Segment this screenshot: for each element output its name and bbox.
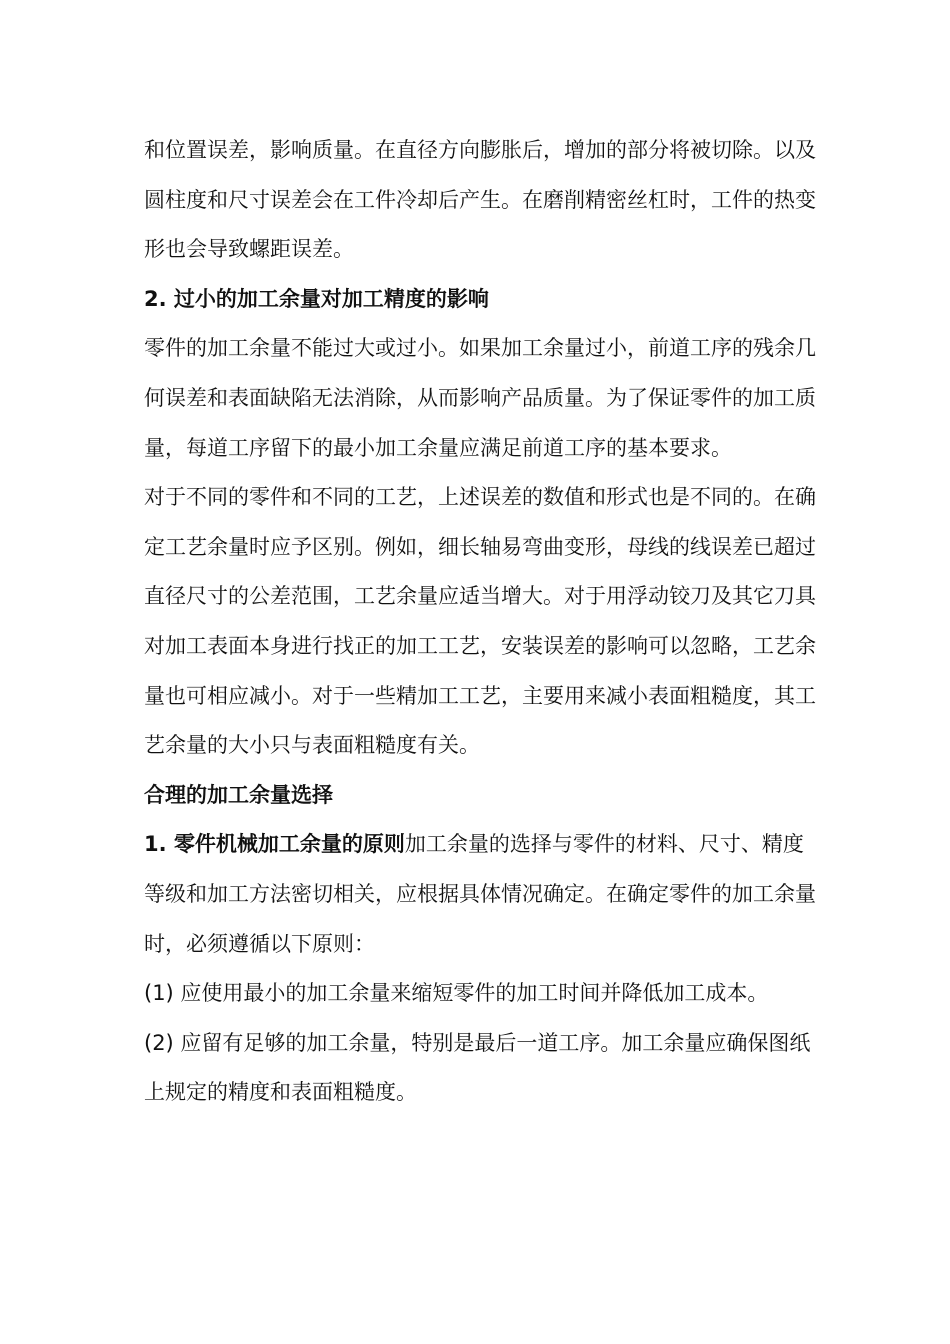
principle-text: 加工余量的选择与零件的材料、尺寸、精度等级和加工方法密切相关，应根据具体情况确定。在确定零件的加工余量时，必须遵循以下原则：	[144, 832, 816, 956]
paragraph-principles	[144, 820, 824, 969]
paragraph-small-allowance: 零件的加工余量不能过大或过小。如果加工余量过小，前道工序的残余几何误差和表面缺陷无法消除，从而影响产品质量。为了保证零件的加工质量，每道工序留下的最小加工余量应满足前道工序的基本要求。	[144, 336, 816, 460]
principle-heading: 1. 零件机械加工余量的原则	[144, 832, 405, 857]
section-heading-small-allowance: 2. 过小的加工余量对加工精度的影响	[144, 286, 489, 311]
document-body	[144, 126, 824, 1118]
section-heading-allowance-selection: 合理的加工余量选择	[144, 782, 333, 807]
paragraph-error-forms: 对于不同的零件和不同的工艺，上述误差的数值和形式也是不同的。在确定工艺余量时应予区别。例如，细长轴易弯曲变形，母线的线误差已超过直径尺寸的公差范围，工艺余量应适当增大。对于用浮动铰刀及其它刀具对加工表面本身进行找正的加工工艺，安装误差的影响可以忽略，工艺余量也可相应减小。对于一些精加工工艺，主要用来减小表面粗糙度，其工艺余量的大小只与表面粗糙度有关。	[144, 485, 816, 758]
paragraph-thermal-error: 和位置误差，影响质量。在直径方向膨胀后，增加的部分将被切除。以及圆柱度和尺寸误差会在工件冷却后产生。在磨削精密丝杠时，工件的热变形也会导致螺距误差。	[144, 138, 816, 262]
list-item-2: (2) 应留有足够的加工余量，特别是最后一道工序。加工余量应确保图纸上规定的精度和表面粗糙度。	[144, 1030, 811, 1105]
list-item-1: (1) 应使用最小的加工余量来缩短零件的加工时间并降低加工成本。	[144, 981, 769, 1006]
